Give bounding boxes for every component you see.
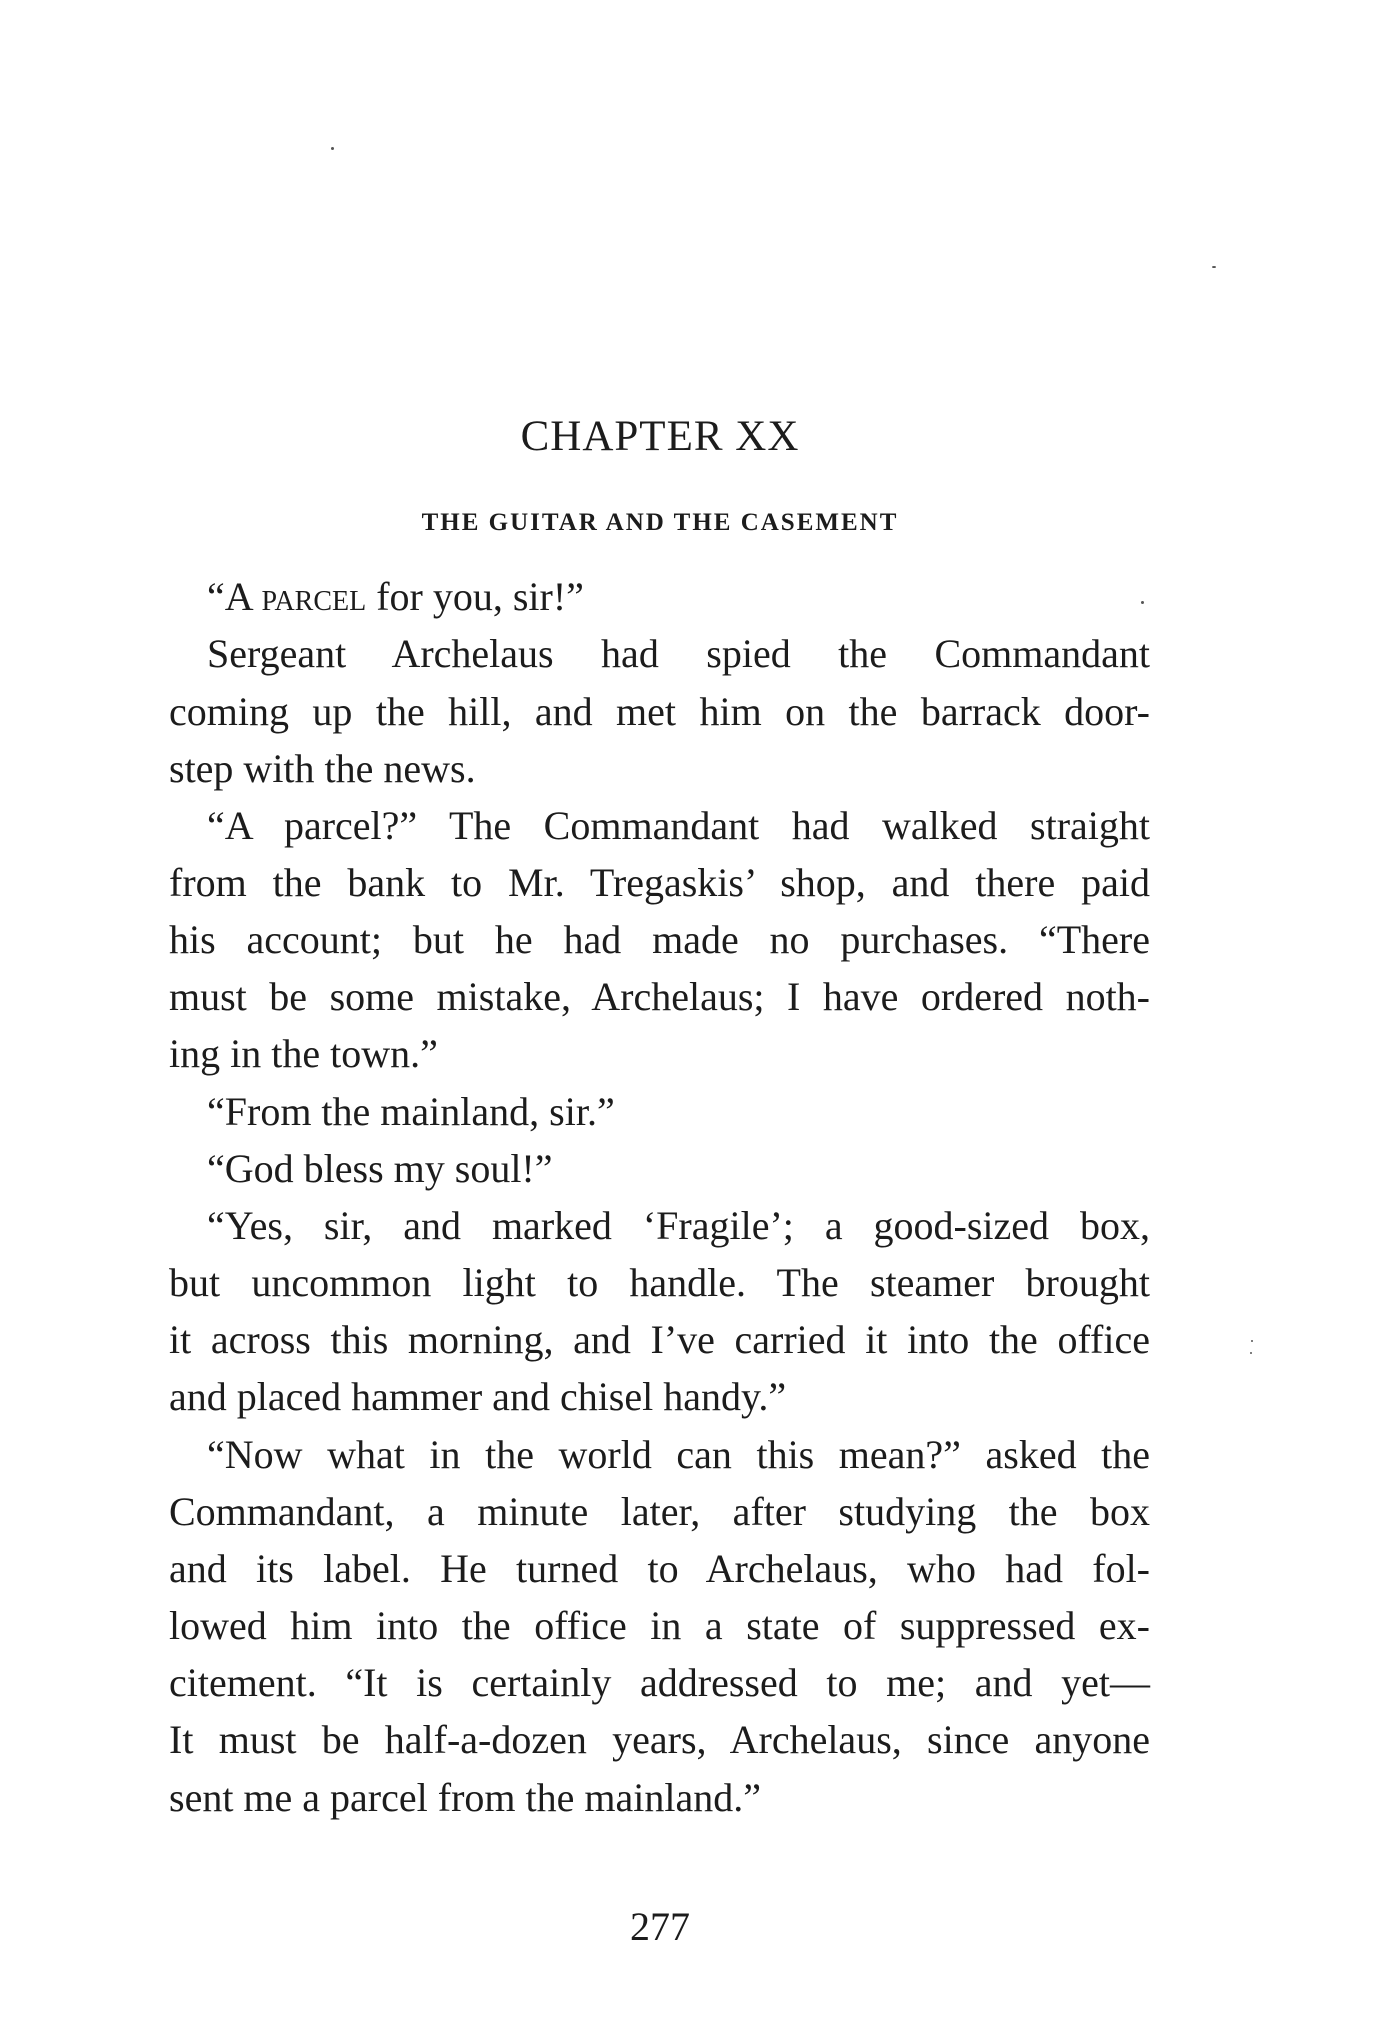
text-line: “Now what in the world can this mean?” asked the [207, 1432, 1150, 1477]
text-line: from the bank to Mr. Tregaskis’ shop, and there paid [169, 860, 1150, 905]
text-line: ing in the town.” [169, 1031, 438, 1076]
text-line: “From the mainland, sir.” [207, 1089, 615, 1134]
text-line: coming up the hill, and met him on the barrack door- [169, 689, 1150, 734]
text-line: his account; but he had made no purchases. “There [169, 917, 1150, 962]
text-line: Sergeant Archelaus had spied the Commandant [207, 631, 1150, 676]
text-line: but uncommon light to handle. The steamer brought [169, 1260, 1150, 1305]
text-line: sent me a parcel from the mainland.” [169, 1775, 761, 1820]
chapter-subtitle: THE GUITAR AND THE CASEMENT [421, 509, 899, 536]
text-line: “A parcel?” The Commandant had walked straight [207, 803, 1150, 848]
opening-line [207, 568, 1150, 626]
text-line: citement. “It is certainly addressed to me; and yet— [169, 1660, 1150, 1705]
text-line: “Yes, sir, and marked ‘Fragile’; a good-sized box, [207, 1203, 1150, 1248]
ink-speck [331, 147, 334, 150]
text-line: and its label. He turned to Archelaus, who had fol- [169, 1546, 1150, 1591]
text-line: “God bless my soul!” [207, 1146, 553, 1191]
opening-quote: “A [207, 574, 262, 619]
ink-speck [1251, 1340, 1253, 1342]
ink-speck [1250, 1352, 1252, 1354]
page-number: 277 [630, 1904, 690, 1949]
text-line: Commandant, a minute later, after studying the box [169, 1489, 1150, 1534]
text-line: lowed him into the office in a state of suppressed ex- [169, 1603, 1150, 1648]
text-line: must be some mistake, Archelaus; I have ordered noth- [169, 974, 1150, 1019]
ink-speck [1212, 266, 1216, 268]
text-line: and placed hammer and chisel handy.” [169, 1374, 787, 1419]
ink-speck [1141, 601, 1144, 604]
chapter-title: CHAPTER XX [520, 413, 800, 460]
text-line: step with the news. [169, 746, 476, 791]
text-line: it across this morning, and I’ve carried it into the office [169, 1317, 1150, 1362]
opening-rest: for you, sir!” [366, 574, 584, 619]
opening-small-caps: parcel [261, 574, 367, 619]
text-line: It must be half-a-dozen years, Archelaus, since anyone [169, 1717, 1150, 1762]
